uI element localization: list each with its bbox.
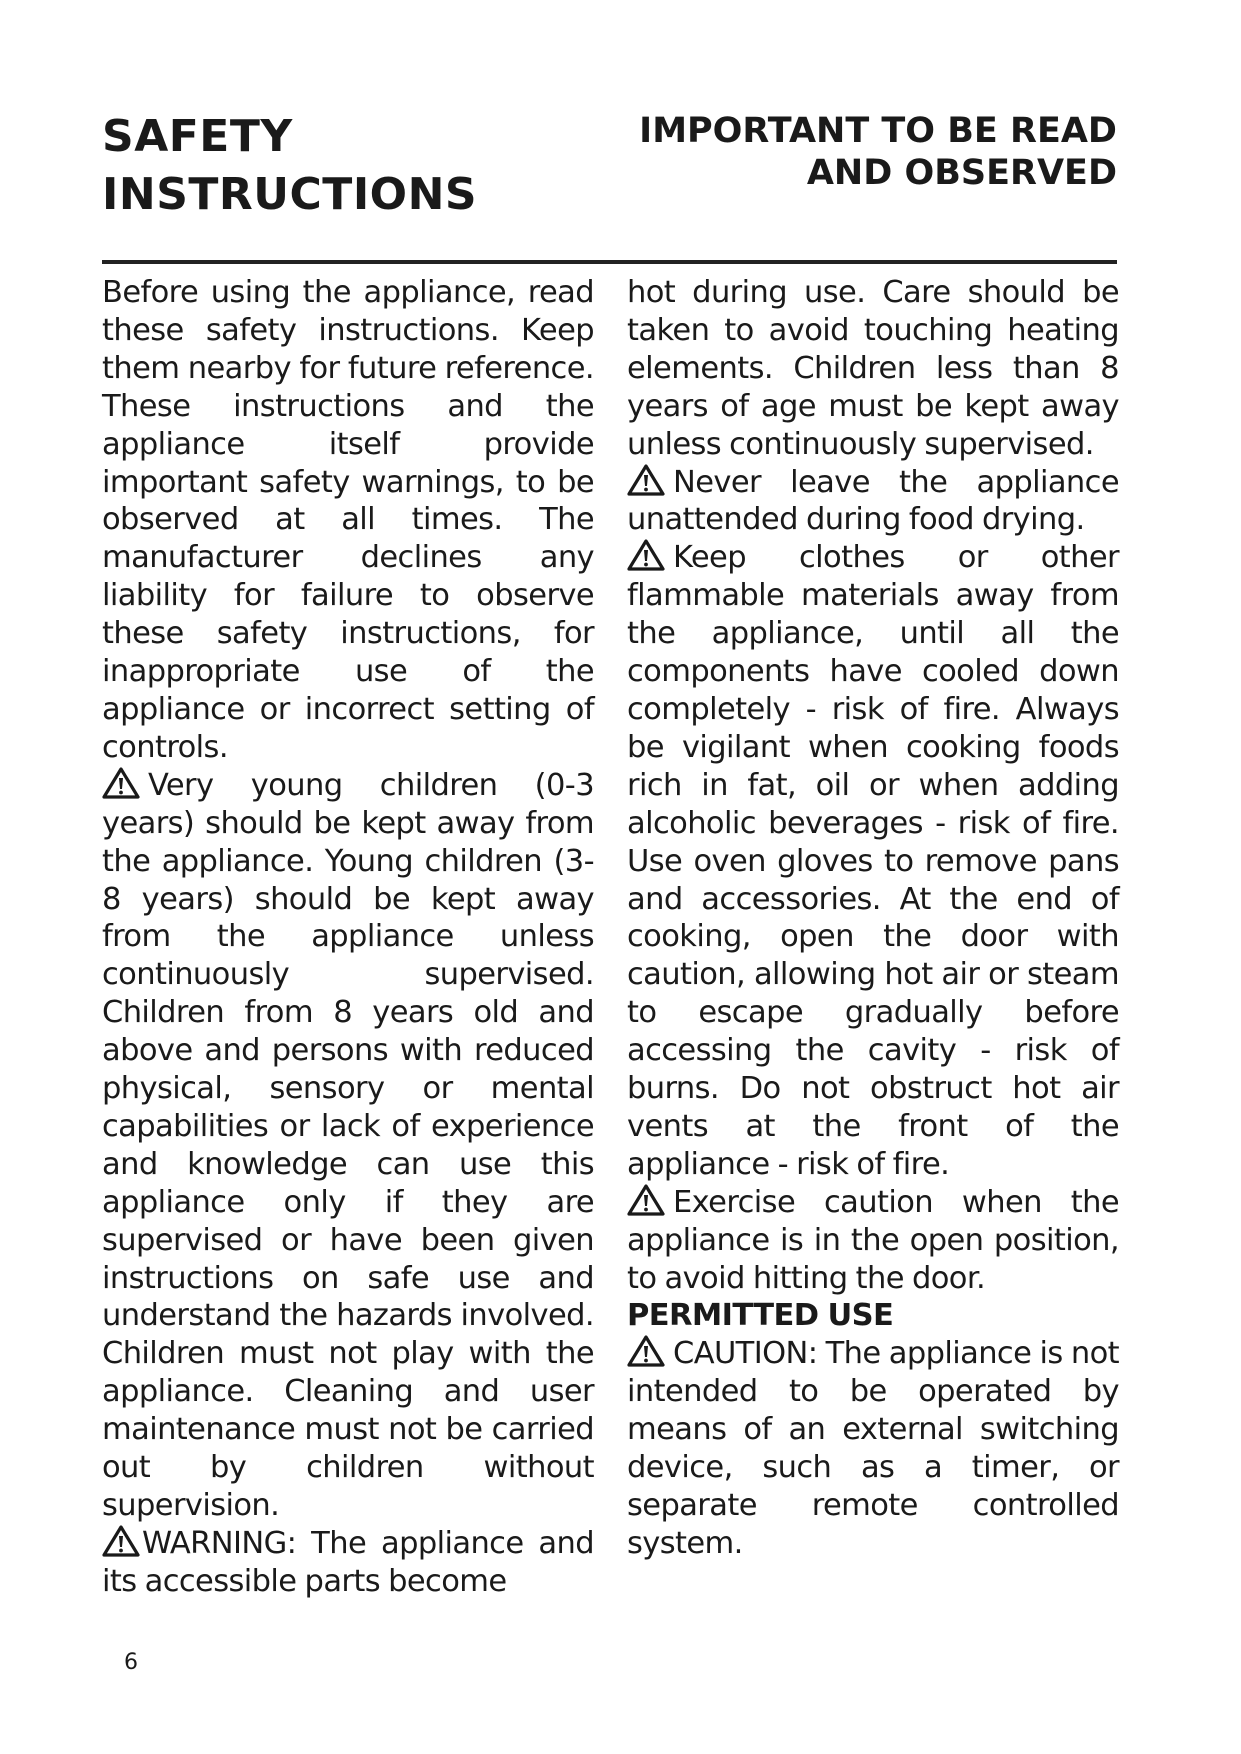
- warning-triangle-icon: [627, 1184, 665, 1216]
- page-subtitle-line-2: AND OBSERVED: [806, 153, 1117, 193]
- children-warning-paragraph: Very young children (0-3 years) should be kept away from the appliance. Young children (3-8 years) should be kept away from the appliance unless continuously supervised. Children from 8 years old and above and persons with reduced physical, sensory or mental capabilities or lack of experience and knowledge can use this appliance only if they are supervised or have been given instructions on safe use and understand the hazards involved. Children must not play with the appliance. Cleaning and user maintenance must not be carried out by children without supervision.: [102, 767, 594, 1523]
- warning-triangle-icon: [627, 1335, 665, 1367]
- warning-triangle-icon: [102, 767, 140, 799]
- door-warning-paragraph: Exercise caution when the appliance is in the open position, to avoid hitting the door.: [627, 1184, 1119, 1296]
- page-title: [102, 108, 477, 224]
- warning-triangle-icon: [102, 1525, 140, 1557]
- intro-paragraph: Before using the appliance, read these safety instructions. Keep them nearby for future reference. These instructions and the appliance itself provide important safety warnings, to be observed at all times. The manufacturer declines any liability for failure to observe these safety instructions, for inappropriate use of the appliance or incorrect setting of controls.: [102, 275, 594, 765]
- hot-parts-warning-paragraph: WARNING: The appliance and its accessible parts become: [102, 1525, 594, 1599]
- left-column: [102, 274, 594, 1601]
- warning-triangle-icon: [627, 539, 665, 571]
- permitted-use-heading: PERMITTED USE: [627, 1298, 894, 1334]
- page-title-line-1: SAFETY: [102, 111, 293, 162]
- page-subtitle: [639, 110, 1117, 194]
- fire-warning-paragraph: Keep clothes or other flammable materials away from the appliance, until all the components have cooled down completely - risk of fire. Always be vigilant when cooking foods rich in fat, oil or when adding alcoholic beverages - risk of fire. Use oven gloves to remove pans and accessories. At the end of cooking, open the door with caution, allowing hot air or steam to escape gradually before accessing the cavity - risk of burns. Do not obstruct hot air vents at the front of the appliance - risk of fire.: [627, 540, 1119, 1182]
- hot-parts-continued-paragraph: hot during use. Care should be taken to avoid touching heating elements. Children less than 8 years of age must be kept away unless continuously supervised.: [627, 275, 1119, 462]
- page-number: 6: [124, 1650, 138, 1675]
- caution-warning-paragraph: CAUTION: The appliance is not intended to be operated by means of an external switching device, such as a timer, or separate remote controlled system.: [627, 1336, 1119, 1561]
- drying-warning-paragraph: Never leave the appliance unattended during food drying.: [627, 464, 1119, 538]
- warning-triangle-icon: [627, 464, 665, 496]
- page-title-line-2: INSTRUCTIONS: [102, 169, 478, 220]
- right-column: [627, 274, 1119, 1563]
- page-subtitle-line-1: IMPORTANT TO BE READ: [639, 111, 1117, 151]
- header-divider: [102, 260, 1117, 264]
